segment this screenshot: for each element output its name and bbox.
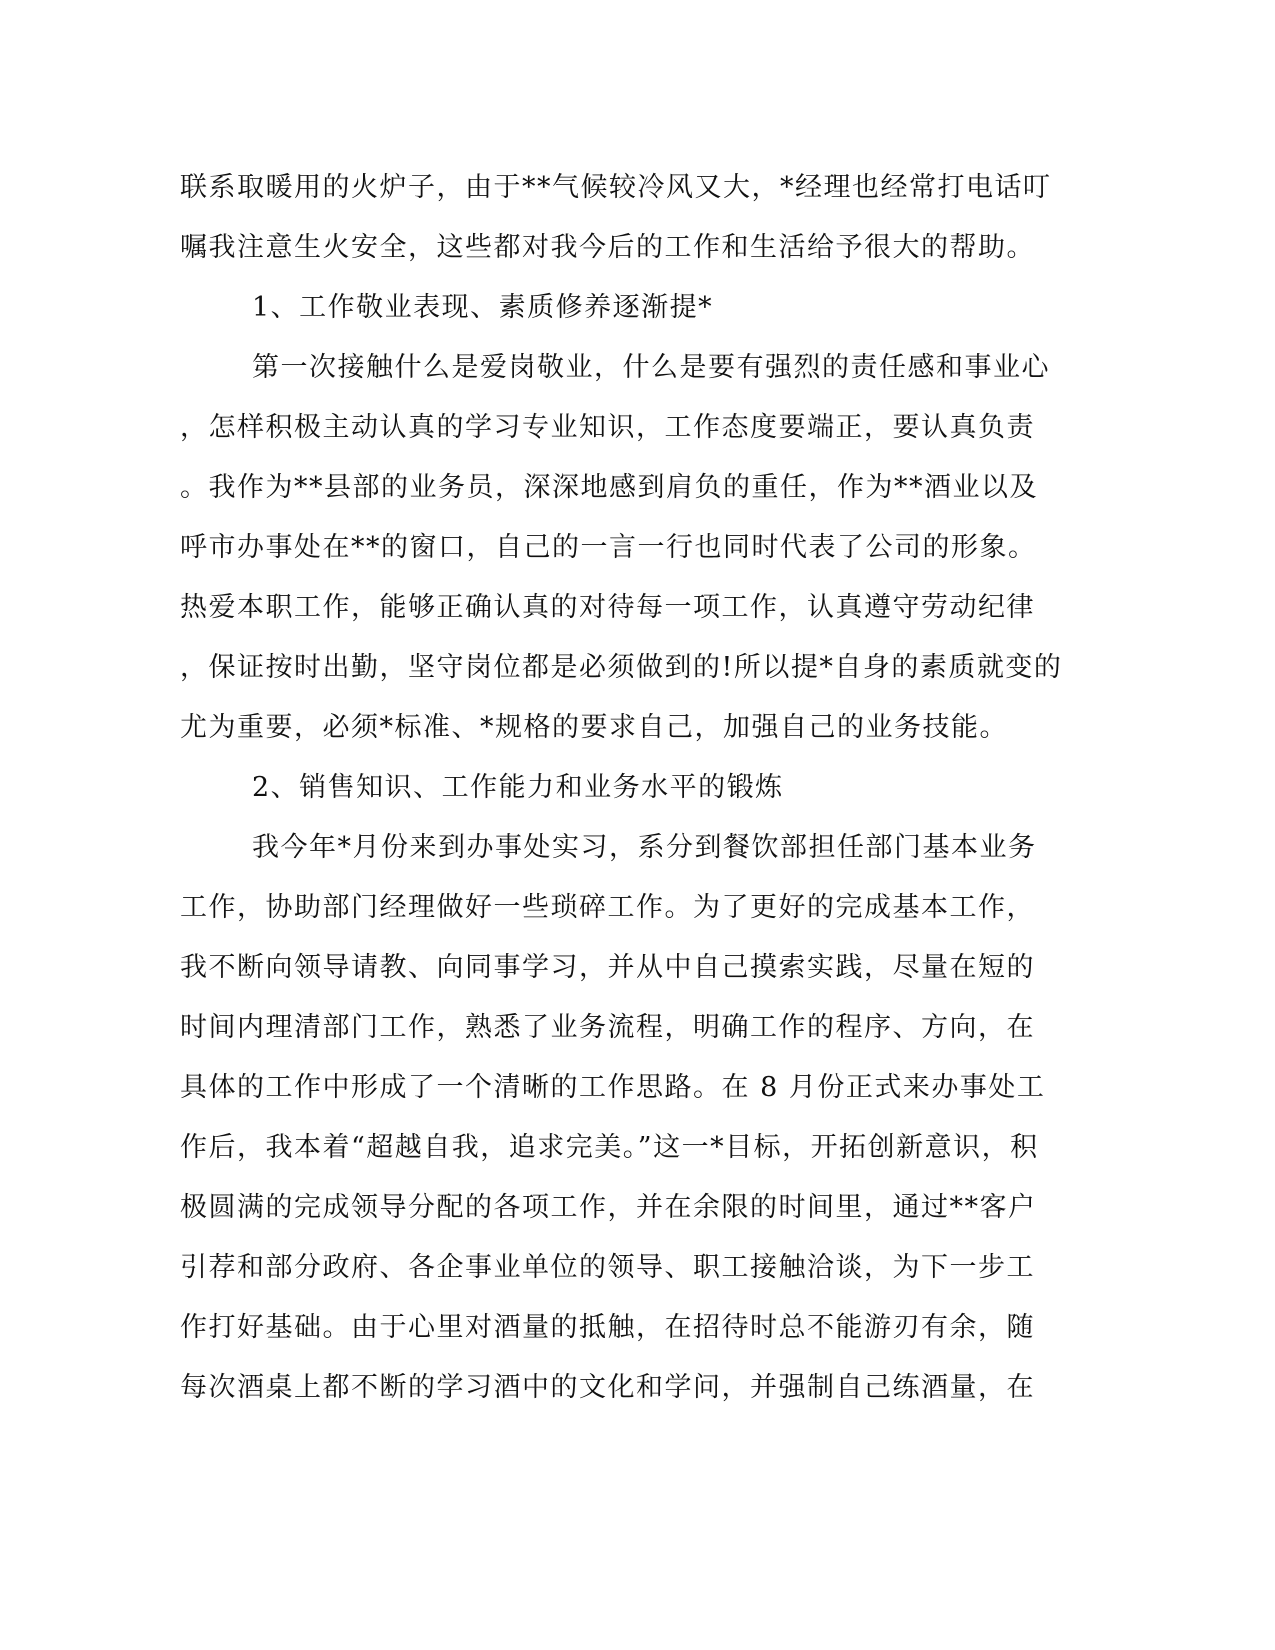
text-line: 极圆满的完成领导分配的各项工作，并在余限的时间里，通过**客户: [180, 1192, 1037, 1223]
text-line: 尤为重要，必须*标准、*规格的要求自己，加强自己的业务技能。: [180, 712, 1008, 743]
text-line: 我不断向领导请教、向同事学习，并从中自己摸索实践，尽量在短的: [180, 952, 1035, 983]
text-line: 作后，我本着“超越自我，追求完美。”这一*目标，开拓创新意识，积: [180, 1132, 1039, 1163]
text-line: 我今年*月份来到办事处实习，系分到餐饮部担任部门基本业务: [252, 832, 1037, 863]
text-line: 引荐和部分政府、各企事业单位的领导、职工接触洽谈，为下一步工: [180, 1252, 1035, 1283]
document-body: [180, 158, 1063, 1418]
text-line: 具体的工作中形成了一个清晰的工作思路。在 8 月份正式来办事处工: [180, 1072, 1046, 1103]
text-line: 第一次接触什么是爱岗敬业，什么是要有强烈的责任感和事业心: [252, 352, 1050, 383]
text-line: ，保证按时出勤，坚守岗位都是必须做到的!所以提*自身的素质就变的: [180, 652, 1063, 683]
text-line: 作打好基础。由于心里对酒量的抵触，在招待时总不能游刃有余，随: [180, 1312, 1035, 1343]
section-heading: 2、销售知识、工作能力和业务水平的锻炼: [252, 772, 784, 803]
text-line: 。我作为**县部的业务员，深深地感到肩负的重任，作为**酒业以及: [180, 472, 1038, 503]
text-line: 呼市办事处在**的窗口，自己的一言一行也同时代表了公司的形象。: [180, 532, 1037, 563]
text-line: 每次酒桌上都不断的学习酒中的文化和学问，并强制自己练酒量，在: [180, 1372, 1035, 1403]
text-line: 嘱我注意生火安全，这些都对我今后的工作和生活给予很大的帮助。: [180, 232, 1035, 263]
text-line: ，怎样积极主动认真的学习专业知识，工作态度要端正，要认真负责: [180, 412, 1035, 443]
text-line: 时间内理清部门工作，熟悉了业务流程，明确工作的程序、方向，在: [180, 1012, 1035, 1043]
section-heading: 1、工作敬业表现、素质修养逐渐提*: [252, 292, 714, 323]
text-line: 联系取暖用的火炉子，由于**气候较冷风又大，*经理也经常打电话叮: [180, 172, 1052, 203]
text-line: 工作，协助部门经理做好一些琐碎工作。为了更好的完成基本工作，: [180, 892, 1035, 923]
text-line: 热爱本职工作，能够正确认真的对待每一项工作，认真遵守劳动纪律: [180, 592, 1035, 623]
